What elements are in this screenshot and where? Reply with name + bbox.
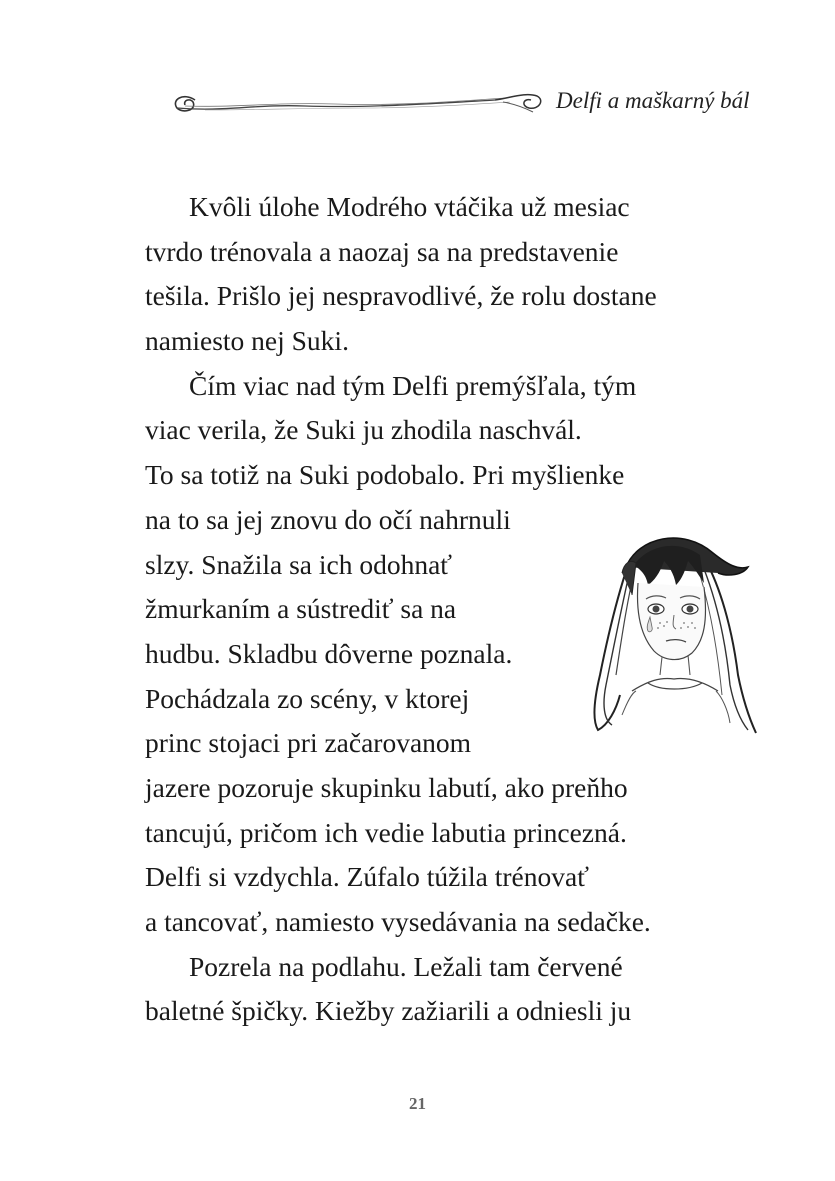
text-line: Kvôli úlohe Modrého vtáčika už mesiac	[189, 191, 630, 222]
page-header	[0, 60, 835, 140]
text-line: princ stojaci pri začarovanom	[145, 727, 472, 759]
text-line: tvrdo trénovala a naozaj sa na predstavenie	[145, 235, 619, 267]
text-line: jazere pozoruje skupinku labutí, ako preňho	[145, 771, 628, 803]
text-line: To sa totiž na Suki podobalo. Pri myšlienke	[145, 459, 625, 491]
text-line: namiesto nej Suki.	[145, 325, 349, 357]
text-line: slzy. Snažila sa ich odohnať	[145, 548, 453, 580]
text-line: žmurkaním a sústrediť sa na	[145, 593, 457, 625]
text-line: a tancovať, namiesto vysedávania na sedačke.	[145, 906, 651, 937]
text-line: viac verila, že Suki ju zhodila naschvál.	[145, 414, 582, 446]
text-line: Čím viac nad tým Delfi premýšľala, tým	[189, 369, 637, 401]
text-line: tancujú, pričom ich vedie labutia princezná.	[145, 816, 627, 848]
text-line: Pozrela na podlahu. Ležali tam červené	[189, 950, 623, 982]
text-line: Pochádzala zo scény, v ktorej	[145, 682, 470, 714]
page-number: 21	[409, 1094, 426, 1113]
body-text	[145, 185, 657, 1034]
text-line: tešila. Prišlo jej nespravodlivé, že rolu dostane	[145, 280, 657, 312]
text-line: Delfi si vzdychla. Zúfalo túžila trénovať	[145, 861, 589, 893]
text-line: hudbu. Skladbu dôverne poznala.	[145, 637, 513, 669]
text-line: na to sa jej znovu do očí nahrnuli	[145, 503, 511, 535]
text-line: baletné špičky. Kiežby zažiarili a odniesli ju	[145, 995, 632, 1027]
crying-girl-illustration	[588, 525, 758, 740]
running-title: Delfi a maškarný bál	[556, 88, 750, 113]
swirl-ornament-icon	[165, 78, 545, 118]
